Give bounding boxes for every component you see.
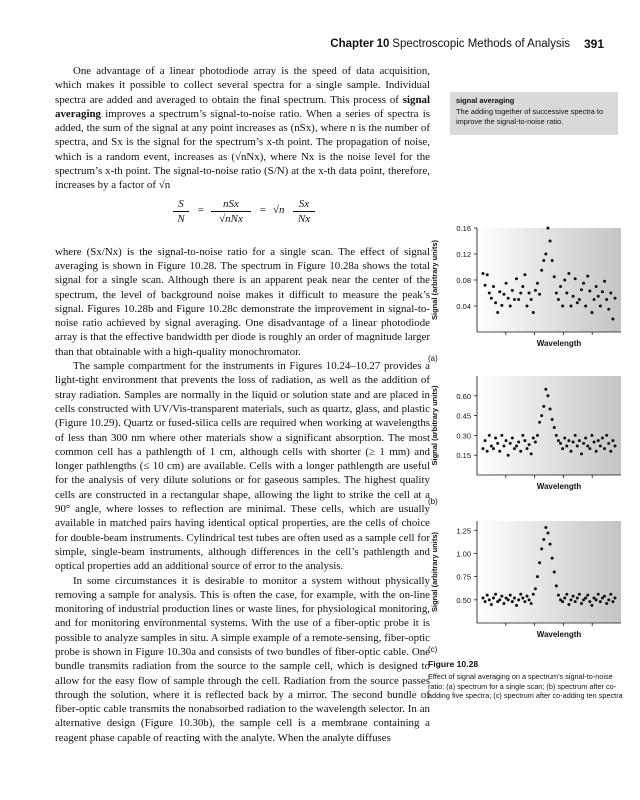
data-point [567,603,570,606]
data-point [517,441,520,444]
y-tick-label: 0.12 [456,250,471,259]
data-point [572,595,575,598]
data-point [509,305,512,308]
data-point [521,285,524,288]
y-tick-label: 1.00 [456,549,471,559]
y-tick-label: 0.08 [456,276,471,285]
data-point [492,596,495,599]
data-point [567,272,570,275]
data-point [515,444,518,447]
data-point [584,437,587,440]
y-tick-label: 0.30 [456,431,471,441]
data-point [486,273,489,276]
data-point [507,297,510,300]
data-point [559,285,562,288]
data-point [500,595,503,598]
data-point [559,442,562,445]
data-point [582,442,585,445]
data-point [593,441,596,444]
figure-caption-text: Effect of signal averaging on a spectrum’s signal-to-noise ratio: (a) spectrum for a single scan; (b) spectrum after co-adding five spectra; (c) spectrum after co-adding ten spectra [428,671,623,701]
data-point [614,297,617,300]
data-point [588,447,591,450]
data-point [609,292,612,295]
data-point [515,277,518,280]
data-point [597,593,600,596]
data-point [530,602,533,605]
margin-definition: The adding together of successive spectra to improve the signal-to-noise ratio. [456,107,604,126]
data-point [597,439,600,442]
signal-to-noise-equation [55,195,430,239]
data-point [603,447,606,450]
chapter-label: Chapter [330,38,374,50]
data-point [490,444,493,447]
data-point [496,311,499,314]
data-point [582,282,585,285]
data-point [574,600,577,603]
data-point [605,602,608,605]
data-point [513,596,516,599]
data-point [557,594,560,597]
data-point [484,284,487,287]
data-point [590,434,593,437]
data-point [502,293,505,296]
data-point [609,450,612,453]
data-point [551,557,554,560]
main-text-column [55,64,430,745]
figure-panel-b [425,370,625,495]
data-point [590,604,593,607]
x-axis-label: Wavelength [536,482,582,491]
data-point [536,434,539,437]
data-point [511,437,514,440]
data-point [540,414,543,417]
data-point [517,298,520,301]
y-tick-label: 0.60 [456,391,471,401]
data-point [546,394,549,397]
data-point [523,273,526,276]
data-point [590,311,593,314]
data-point [551,259,554,262]
data-point [528,292,531,295]
data-point [603,595,606,598]
eq-lhs [173,197,189,227]
data-point [521,596,524,599]
y-tick-label: 0.45 [456,411,471,421]
eq-lhs-den: N [177,212,185,225]
data-point [561,600,564,603]
data-point [519,593,522,596]
data-point [614,444,617,447]
data-point [549,408,552,411]
margin-definition-box [450,92,618,135]
data-point [536,282,539,285]
data-point [599,444,602,447]
data-point [565,292,568,295]
data-point [509,594,512,597]
paragraph-2: where (Sx/Nx) is the signal-to-noise ratio for a single scan. The effect of signal averaging is shown in Figure 10.28. The spectrum in Figure 10.28a shows the total signal for a single scan. Although there is an apparent peak near the center of the spectrum, the level of background noise makes it difficult to measure the peak’s signal. Figures 10.28b and Figure 10.28c demonstrate the improvement in signal-to-noise ratio achieved by signal averaging. One disadvantage of a linear photodiode array is that the effective bandwidth per diode is roughly an order of magnitude larger than that obtainable with a high-quality monochromator. [55,245,430,358]
figure-panel-a [425,222,625,352]
data-point [540,269,543,272]
data-point [532,593,535,596]
data-point [605,298,608,301]
data-point [536,575,539,578]
data-point [574,434,577,437]
data-point [544,526,547,529]
y-axis-label: Signal (arbitrary units) [430,239,439,321]
header-text [330,38,604,50]
data-point [584,305,587,308]
chapter-title: Spectroscopic Methods of Analysis [392,38,570,50]
data-point [513,298,516,301]
data-point [542,538,545,541]
data-point [565,593,568,596]
data-point [517,598,520,601]
data-point [532,311,535,314]
data-point [500,304,503,307]
data-point [570,305,573,308]
data-point [599,600,602,603]
data-point [578,593,581,596]
data-point [528,443,531,446]
data-point [544,388,547,391]
data-point [595,598,598,601]
data-point [494,437,497,440]
data-point [601,290,604,293]
data-point [544,253,547,256]
data-point [586,444,589,447]
figure-number: Figure 10.28 [428,659,479,669]
margin-term: signal averaging [456,96,515,105]
data-point [570,450,573,453]
data-point [486,450,489,453]
y-tick-label: 1.25 [456,526,471,536]
data-point [534,289,537,292]
data-point [553,426,556,429]
plot-area [477,228,621,332]
data-point [555,434,558,437]
eq-rhs [293,197,315,227]
panel-label-c: (c) [428,645,438,654]
data-point [538,421,541,424]
data-point [546,532,549,535]
data-point [563,596,566,599]
data-point [607,598,610,601]
running-header [0,38,640,54]
data-point [526,595,529,598]
data-point [546,227,549,230]
data-point [532,437,535,440]
chart-a [425,222,625,352]
data-point [526,305,529,308]
data-point [586,594,589,597]
data-point [614,596,617,599]
y-tick-label: 0.16 [456,224,471,233]
data-point [482,447,485,450]
data-point [557,439,560,442]
data-point [572,441,575,444]
data-point [498,450,501,453]
data-point [603,280,606,283]
data-point [576,444,579,447]
x-axis-label: Wavelength [536,630,582,639]
data-point [601,437,604,440]
data-point [542,259,545,262]
figure-panel-c [425,515,625,643]
data-point [502,602,505,605]
data-point [519,292,522,295]
data-point [607,308,610,311]
data-point [563,279,566,282]
data-point [494,593,497,596]
data-point [534,587,537,590]
data-point [507,598,510,601]
data-point [498,290,501,293]
data-point [490,603,493,606]
data-point [567,439,570,442]
data-point [578,439,581,442]
data-point [597,295,600,298]
data-point [586,275,589,278]
p1-text-b: improves a spectrum’s signal-to-noise ratio. When a series of spectra is added, the sum of the signal at any point increases as (nSx), where n is the number of spectra, and Sx is the signal for the spectrum’s x-th point. The propagation of noise, which is a random event, increases as (√nNx), where Nx is the noise level for the spectrum’s x-th point. The signal-to-noise ratio (S/N) at the x-th data point, therefore, increases by a factor of √n [55,107,430,192]
data-point [513,447,516,450]
chart-b [425,370,625,495]
figure-caption [428,660,628,701]
plot-area [477,521,621,623]
data-point [482,596,485,599]
data-point [498,598,501,601]
data-point [542,405,545,408]
p1-text-a: One advantage of a linear photodiode array is the speed of data acquisition, which makes it possible to collect several spectra for a single sample. Individual spectra are added and averaged to obtain the final spectrum. This process of [55,65,430,106]
plot-area [477,376,621,475]
data-point [528,598,531,601]
data-point [553,571,556,574]
p1-term: signal averaging [55,93,430,120]
data-point [519,450,522,453]
data-point [611,439,614,442]
data-point [488,434,491,437]
data-point [576,301,579,304]
data-point [526,447,529,450]
data-point [515,604,518,607]
data-point [549,240,552,243]
data-point [572,295,575,298]
page-number: 391 [583,37,604,51]
y-tick-label: 0.75 [456,572,471,582]
data-point [580,602,583,605]
data-point [563,437,566,440]
data-point [555,292,558,295]
data-point [611,600,614,603]
data-point [593,298,596,301]
data-point [523,439,526,442]
eq-equals-2: = [259,203,267,216]
panel-label-a: (a) [428,354,438,363]
data-point [580,452,583,455]
eq-rhs-num: Sx [293,197,315,212]
data-point [565,444,568,447]
data-point [490,297,493,300]
data-point [488,598,491,601]
data-point [502,444,505,447]
data-point [500,434,503,437]
data-point [549,543,552,546]
data-point [488,292,491,295]
data-point [492,447,495,450]
data-point [530,298,533,301]
data-point [494,301,497,304]
chapter-number: 10 [376,38,390,50]
data-point [534,441,537,444]
data-point [553,275,556,278]
data-point [521,434,524,437]
data-point [511,289,514,292]
data-point [523,600,526,603]
data-point [555,584,558,587]
data-point [561,447,564,450]
data-point [505,282,508,285]
data-point [538,293,541,296]
chart-c [425,515,625,643]
eq-mid-den: √nNx [219,212,243,225]
data-point [595,450,598,453]
data-point [578,298,581,301]
x-axis-label: Wavelength [536,339,582,348]
data-point [584,596,587,599]
data-point [482,272,485,275]
data-point [505,439,508,442]
data-point [561,305,564,308]
data-point [484,439,487,442]
data-point [588,290,591,293]
data-point [611,318,614,321]
data-point [576,596,579,599]
eq-mid [211,197,251,227]
data-point [588,600,591,603]
panel-label-b: (b) [428,497,438,506]
eq-lhs-num: S [173,197,189,212]
y-axis-label: Signal (arbitrary units) [430,531,439,613]
paragraph-3: The sample compartment for the instruments in Figures 10.24–10.27 provides a light-tight environment that prevents the loss of radiation, as well as the addition of stray radiation. Samples are normally in the liquid or solution state and are placed in cells constructed with UV/Vis-transparent materials, such as quartz, glass, and plastic (Figure 10.29). Quartz or fused-silica cells are required when working at wavelengths of less than 300 nm where other materials show a significant absorption. The most common cell has a pathlength of 1 cm, although cells with shorter (≥ 1 mm) and longer pathlengths (≤ 10 cm) are available. Cells with a longer pathlength are useful for the analysis of very dilute solutions or for gaseous samples. The highest quality cells are constructed in a rectangular shape, allowing the light to strike the cell at a 90° angle, where losses to reflection are minimal. These cells, which are usually available in matched pairs having identical optical properties, are the cells of choice for double-beam instruments. Cylindrical test tubes are often used as a sample cell for simple, single-beam instruments, although differences in the cell’s pathlength and optical properties add an additional source of error to the analysis. [55,360,430,573]
data-point [486,594,489,597]
data-point [605,434,608,437]
eq-mid-num: nSx [211,197,251,212]
data-point [607,442,610,445]
data-point [509,442,512,445]
data-point [580,288,583,291]
data-point [496,442,499,445]
data-point [557,298,560,301]
data-point [551,418,554,421]
eq-rhs-factor: √n [273,203,285,216]
data-point [570,598,573,601]
paragraph-4: In some circumstances it is desirable to monitor a system without physically removing a sample for analysis. This is often the case, for example, with the on-line monitoring of industrial production lines or waste lines, for physiological monitoring, and for monitoring environmental systems. With the use of a fiber-optic probe it is possible to analyze samples in situ. A simple example of a remote-sensing, fiber-optic probe is shown in Figure 10.30a and consists of two bundles of fiber-optic cable. One bundle transmits radiation from the source to the sample cell, which is designed to allow for the easy flow of sample through the cell. Radiation from the source passes through the solution, where it is reflected back by a mirror. The second bundle of fiber-optic cable transmits the nonabsorbed radiation to the wavelength selector. In an alternative design (Figure 10.30b), the sample cell is a membrane containing a reagent phase capable of reacting with the analyte. When the analyte diffuses [55,574,430,744]
data-point [492,285,495,288]
data-point [595,285,598,288]
eq-equals-1: = [197,203,205,216]
y-tick-label: 0.04 [456,302,471,311]
data-point [538,561,541,564]
y-tick-label: 0.50 [456,595,471,605]
data-point [507,454,510,457]
y-axis-label: Signal (arbitrary units) [430,385,439,466]
eq-rhs-den: Nx [297,212,311,225]
data-point [609,593,612,596]
y-tick-label: 0.15 [456,451,471,461]
data-point [540,547,543,550]
data-point [484,600,487,603]
data-point [530,452,533,455]
data-point [574,277,577,280]
paragraph-1 [55,64,430,193]
data-point [511,600,514,603]
data-point [599,305,602,308]
